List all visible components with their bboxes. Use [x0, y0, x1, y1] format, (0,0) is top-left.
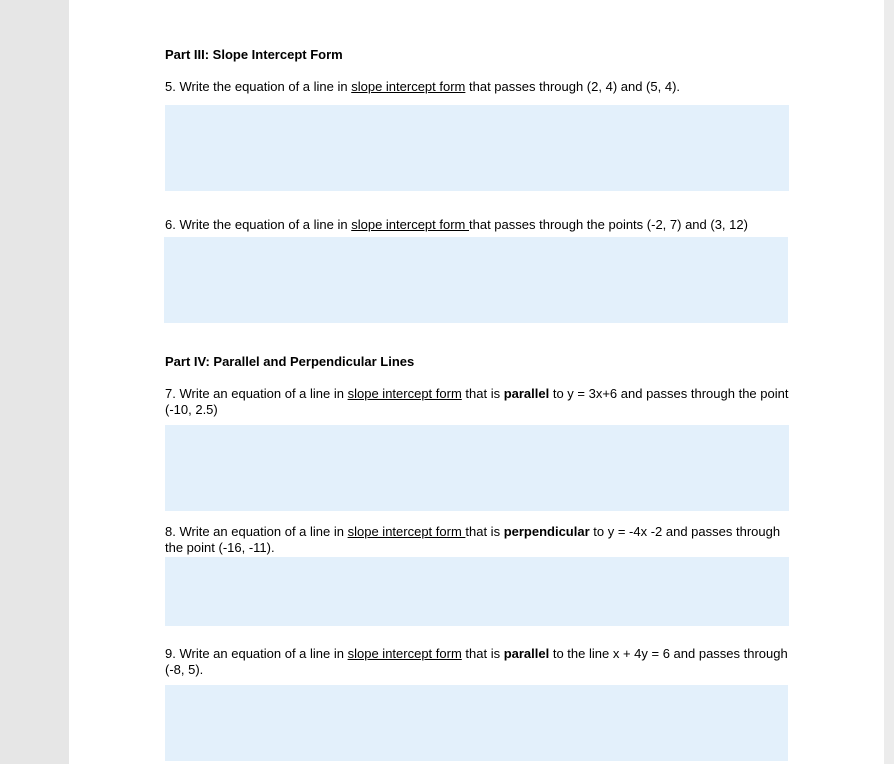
question-7-text [165, 386, 789, 418]
question-9-term: slope intercept form [347, 646, 462, 661]
question-8-middle: that is [465, 524, 504, 539]
part-iii-heading: Part III: Slope Intercept Form [165, 47, 343, 62]
question-8-keyword: perpendicular [503, 524, 590, 539]
question-9-prefix: 9. Write an equation of a line in [165, 646, 348, 661]
question-5-prefix: 5. Write the equation of a line in [165, 79, 352, 94]
question-7-keyword: parallel [503, 386, 550, 401]
question-6-text [165, 217, 789, 233]
question-7-term: slope intercept form [347, 386, 462, 401]
question-6-term: slope intercept form [351, 217, 469, 232]
question-5-text [165, 79, 789, 95]
right-scroll-edge [884, 0, 894, 764]
question-8-term: slope intercept form [347, 524, 466, 539]
question-5-answer-field[interactable] [165, 105, 789, 191]
part-iv-heading: Part IV: Parallel and Perpendicular Lines [165, 354, 415, 369]
question-7-middle: that is [461, 386, 504, 401]
question-5-term: slope intercept form [351, 79, 466, 94]
question-6-prefix: 6. Write the equation of a line in [165, 217, 352, 232]
question-8-text [165, 524, 789, 556]
question-9-keyword: parallel [503, 646, 550, 661]
question-8-answer-field[interactable] [165, 557, 789, 626]
question-5-suffix: that passes through (2, 4) and (5, 4). [465, 79, 681, 94]
question-7-prefix: 7. Write an equation of a line in [165, 386, 348, 401]
question-7-answer-field[interactable] [165, 425, 789, 511]
question-9-suffix: to the line x + 4y = 6 and passes through (-8, 5). [165, 646, 788, 677]
question-8-prefix: 8. Write an equation of a line in [165, 524, 348, 539]
question-7-suffix: to y = 3x+6 and passes through the point (-10, 2.5) [165, 386, 789, 417]
question-9-answer-field[interactable] [165, 685, 788, 761]
question-9-text [165, 646, 789, 678]
question-9-middle: that is [461, 646, 504, 661]
question-6-answer-field[interactable] [164, 237, 788, 323]
question-8-suffix: to y = -4x -2 and passes through the point (-16, -11). [165, 524, 781, 555]
document-page [69, 0, 884, 764]
question-6-suffix: that passes through the points (-2, 7) and (3, 12) [469, 217, 748, 232]
